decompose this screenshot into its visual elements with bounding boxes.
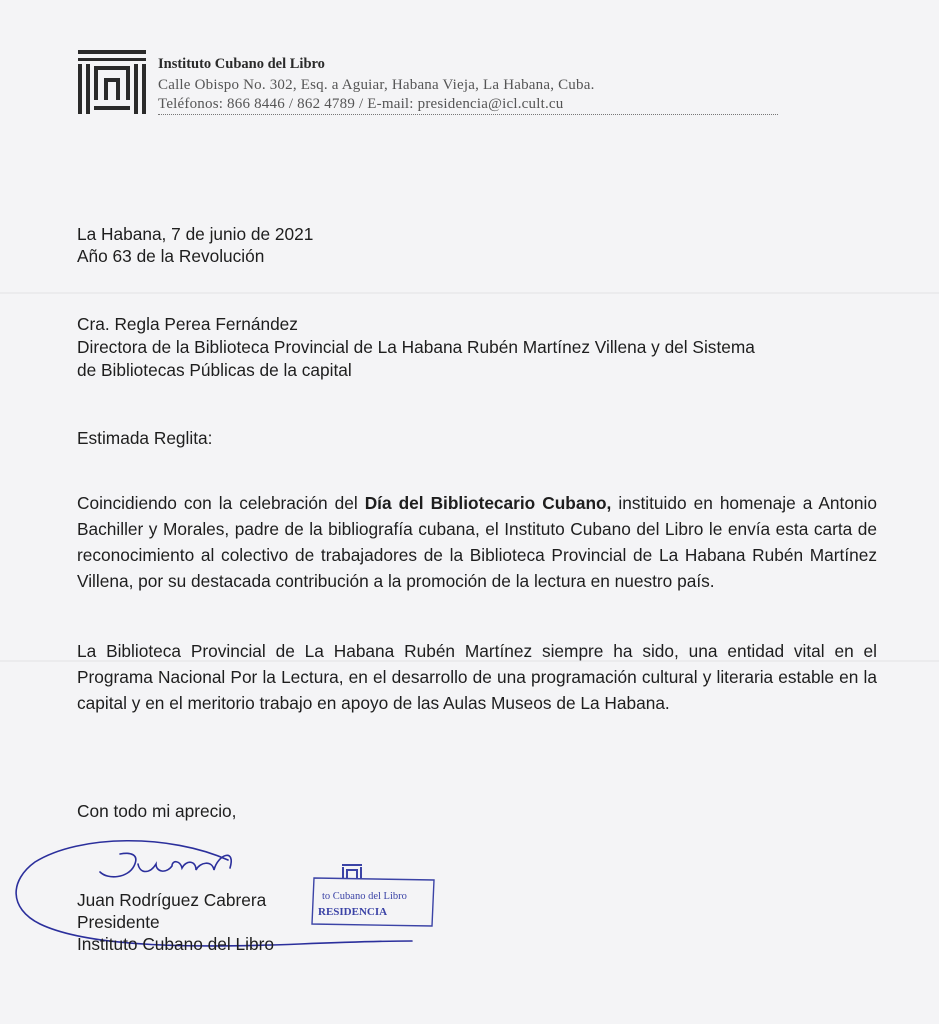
body-paragraph-2: La Biblioteca Provincial de La Habana Rubén Martínez siempre ha sido, una entidad vital en el Programa Nacional Por la Lectura, en el desarrollo de una programación cultural y literaria estable en la capital y en el meritorio trabajo en apoyo de las Aulas Museos de La Habana.: [77, 641, 877, 713]
signer-org: Instituto Cubano del Libro: [77, 934, 274, 954]
p1-text: Coincidiendo con la celebración del: [77, 493, 365, 513]
closing: Con todo mi aprecio,: [77, 801, 237, 821]
recipient-title-cont: de Bibliotecas Públicas de la capital: [77, 360, 352, 380]
letterhead-divider: [158, 114, 778, 115]
body-paragraph-1: [77, 490, 877, 594]
institute-logo-icon: [78, 50, 146, 114]
paper-fold: [0, 292, 939, 294]
p1-text-cont: instituido en homenaje a Antonio Bachiller y Morales, padre de la bibliografía cubana, el Instituto Cubano del Libro le envía esta carta de reconocimiento al colectivo de trabajadores de la Biblioteca Provincial de La Habana Rubén Martínez Villena, por su destacada contribución a la promoción de la lectura en nuestro país.: [77, 493, 877, 591]
recipient-name: Cra. Regla Perea Fernández: [77, 314, 298, 334]
salutation: Estimada Reglita:: [77, 428, 213, 448]
stamp-logo-icon: [342, 864, 362, 879]
org-address: Calle Obispo No. 302, Esq. a Aguiar, Habana Vieja, La Habana, Cuba.: [158, 77, 595, 93]
org-name: Instituto Cubano del Libro: [158, 56, 325, 72]
signer-title: Presidente: [77, 912, 160, 932]
recipient-title: Directora de la Biblioteca Provincial de La Habana Rubén Martínez Villena y del Sistema: [77, 337, 755, 357]
p1-bold-text: Día del Bibliotecario Cubano,: [364, 493, 612, 513]
org-contact: Teléfonos: 866 8446 / 862 4789 / E-mail: presidencia@icl.cult.cu: [158, 96, 564, 112]
signer-name: Juan Rodríguez Cabrera: [77, 890, 267, 910]
year-line: Año 63 de la Revolución: [77, 246, 265, 266]
stamp-text-presidencia: RESIDENCIA: [318, 906, 388, 918]
date-line: La Habana, 7 de junio de 2021: [77, 224, 314, 244]
stamp-text: to Cubano del Libro: [322, 891, 407, 902]
